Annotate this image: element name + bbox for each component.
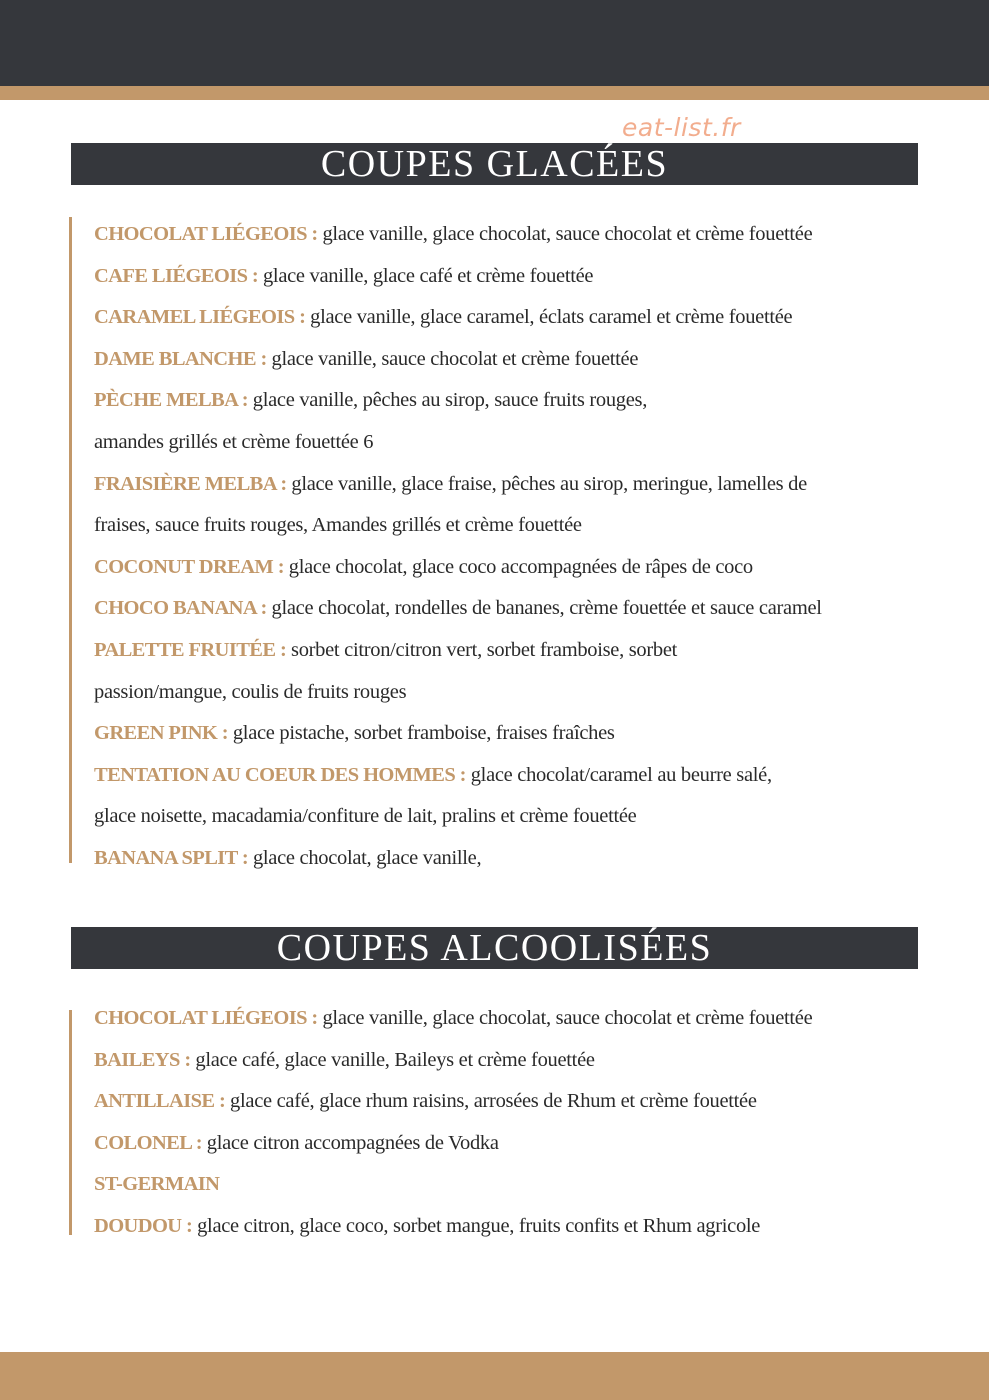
menu-item <box>94 464 914 506</box>
menu-item-description: amandes grillés et crème fouettée 6 <box>94 430 374 453</box>
menu-item-name: CAFE LIÉGEOIS : <box>94 264 259 287</box>
menu-item-description: glace vanille, glace fraise, pêches au sirop, meringue, lamelles de <box>291 472 807 495</box>
section-title-coupes-alcoolisees: COUPES ALCOOLISÉES <box>71 927 918 969</box>
menu-item <box>94 1081 914 1123</box>
menu-item-description: glace café, glace vanille, Baileys et crème fouettée <box>195 1048 595 1071</box>
menu-item <box>94 297 914 339</box>
section-title-coupes-glacees: COUPES GLACÉES <box>71 143 918 185</box>
menu-item <box>94 547 914 589</box>
menu-item-description: sorbet citron/citron vert, sorbet framboise, sorbet <box>291 638 678 661</box>
section-accent-line <box>69 1010 72 1235</box>
menu-item-description: glace vanille, glace chocolat, sauce chocolat et crème fouettée <box>322 223 813 245</box>
menu-item-description: glace citron, glace coco, sorbet mangue, fruits confits et Rhum agricole <box>197 1214 761 1237</box>
menu-item <box>94 256 914 298</box>
menu-list-coupes-glacees <box>94 214 914 880</box>
menu-item <box>94 1040 914 1082</box>
menu-item-name: COLONEL : <box>94 1131 202 1154</box>
top-accent-stripe <box>0 86 989 100</box>
menu-item <box>94 380 914 422</box>
menu-item <box>94 1123 914 1165</box>
menu-item <box>94 1206 914 1248</box>
menu-item <box>94 713 914 755</box>
menu-item-description: glace noisette, macadamia/confiture de lait, pralins et crème fouettée <box>94 805 637 828</box>
menu-item-description: glace pistache, sorbet framboise, fraises fraîches <box>232 722 615 745</box>
menu-item-description: glace chocolat, rondelles de bananes, crème fouettée et sauce caramel <box>271 597 822 620</box>
menu-item <box>94 630 914 672</box>
menu-item <box>94 998 914 1040</box>
menu-item-name: CHOCO BANANA : <box>94 597 267 620</box>
menu-item-description: glace chocolat, glace vanille, <box>252 846 482 869</box>
menu-item <box>94 1164 914 1206</box>
menu-item-description: glace chocolat, glace coco accompagnées de râpes de coco <box>288 555 753 578</box>
menu-item-name: COCONUT DREAM : <box>94 555 284 578</box>
menu-item <box>94 838 914 880</box>
watermark: eat-list.fr <box>622 113 741 142</box>
menu-item-name: GREEN PINK : <box>94 722 229 745</box>
menu-item-continuation <box>94 672 914 714</box>
menu-item-description: glace vanille, glace café et crème fouettée <box>262 264 594 287</box>
bottom-bar <box>0 1352 989 1400</box>
menu-item-continuation <box>94 422 914 464</box>
menu-item-name: ST-GERMAIN <box>94 1173 220 1196</box>
menu-item-description: glace vanille, glace chocolat, sauce chocolat et crème fouettée <box>322 1007 813 1029</box>
menu-item-continuation <box>94 796 914 838</box>
menu-item-description: glace vanille, pêches au sirop, sauce fruits rouges, <box>252 389 648 412</box>
menu-item-description: glace vanille, sauce chocolat et crème fouettée <box>271 347 639 370</box>
menu-item-description: glace café, glace rhum raisins, arrosées de Rhum et crème fouettée <box>230 1090 757 1113</box>
menu-item-description: glace citron accompagnées de Vodka <box>206 1131 499 1154</box>
menu-item-name: DOUDOU : <box>94 1214 193 1237</box>
menu-item-name: PALETTE FRUITÉE : <box>94 638 287 661</box>
menu-item-description: fraises, sauce fruits rouges, Amandes grillés et crème fouettée <box>94 514 582 537</box>
menu-item-description: glace vanille, glace caramel, éclats caramel et crème fouettée <box>310 306 793 329</box>
menu-item-name: TENTATION AU COEUR DES HOMMES : <box>94 763 466 786</box>
menu-item <box>94 588 914 630</box>
menu-item-name: BAILEYS : <box>94 1048 191 1071</box>
menu-item-description: passion/mangue, coulis de fruits rouges <box>94 680 407 703</box>
menu-item-description: glace chocolat/caramel au beurre salé, <box>470 763 772 786</box>
menu-item <box>94 755 914 797</box>
menu-item <box>94 339 914 381</box>
menu-item-name: CHOCOLAT LIÉGEOIS : <box>94 1007 318 1029</box>
menu-item-name: PÈCHE MELBA : <box>94 389 248 412</box>
menu-item-continuation <box>94 505 914 547</box>
section-accent-line <box>69 217 72 863</box>
menu-item-name: ANTILLAISE : <box>94 1090 226 1113</box>
menu-item-name: DAME BLANCHE : <box>94 347 267 370</box>
menu-item <box>94 214 914 256</box>
menu-item-name: BANANA SPLIT : <box>94 846 249 869</box>
top-bar <box>0 0 989 86</box>
menu-list-coupes-alcoolisees <box>94 998 914 1248</box>
menu-item-name: CARAMEL LIÉGEOIS : <box>94 306 306 329</box>
menu-item-name: CHOCOLAT LIÉGEOIS : <box>94 223 318 245</box>
menu-item-name: FRAISIÈRE MELBA : <box>94 472 287 495</box>
